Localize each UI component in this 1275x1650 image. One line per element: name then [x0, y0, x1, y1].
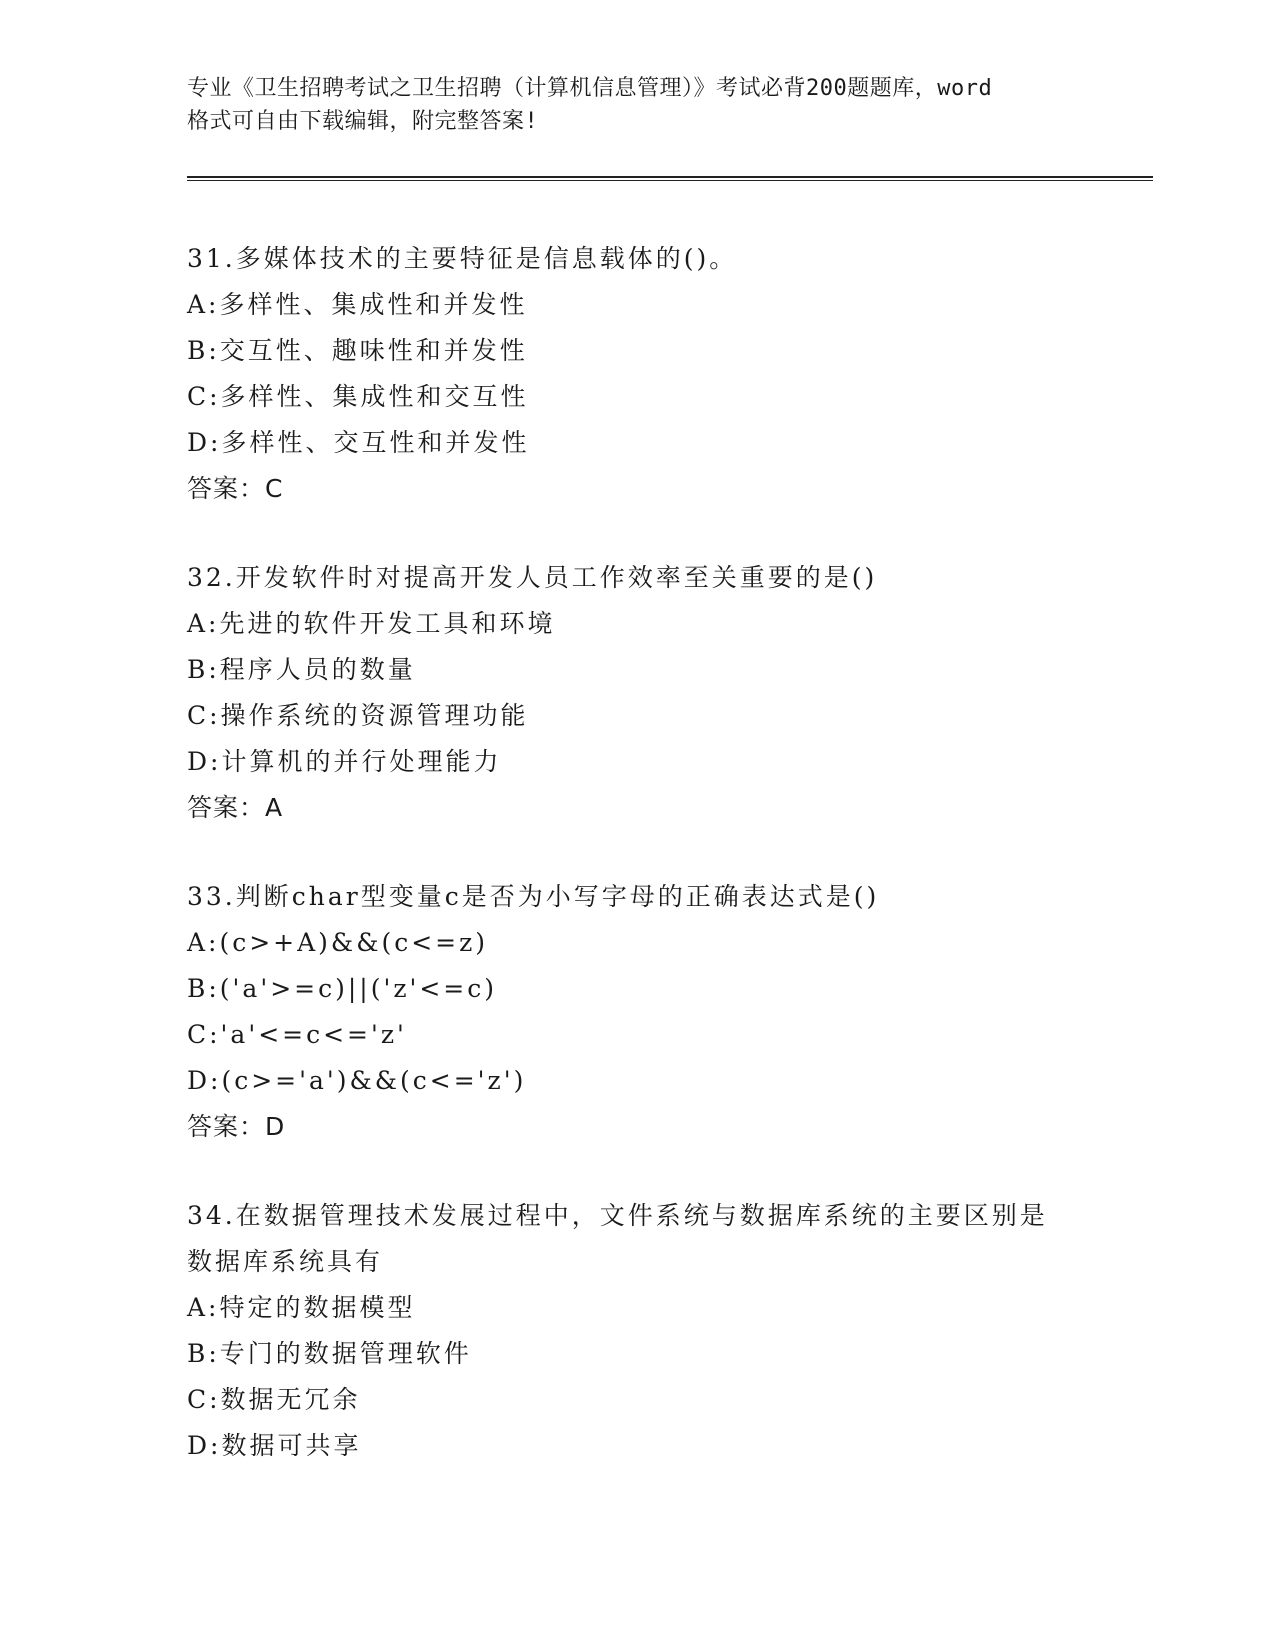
option-c: C:数据无冗余 [187, 1385, 361, 1414]
answer-text: 答案：C [187, 474, 284, 503]
document-header [187, 72, 1087, 138]
question-stem: 34.在数据管理技术发展过程中，文件系统与数据库系统的主要区别是数据库系统具有 [187, 1201, 1048, 1276]
option-c: C:多样性、集成性和交互性 [187, 382, 529, 411]
question-stem: 33.判断char型变量c是否为小写字母的正确表达式是() [187, 882, 880, 911]
option-b: B:程序人员的数量 [187, 655, 416, 684]
option-b: B:交互性、趣味性和并发性 [187, 336, 528, 365]
header-line-1: 专业《卫生招聘考试之卫生招聘（计算机信息管理）》考试必背200题题库，word [187, 76, 993, 101]
question-32 [187, 555, 1147, 831]
option-d: D:多样性、交互性和并发性 [187, 428, 530, 457]
option-d: D:(c>='a')&&(c<='z') [187, 1066, 527, 1095]
header-divider [187, 176, 1153, 181]
option-c: C:'a'<=c<='z' [187, 1020, 407, 1049]
option-a: A:先进的软件开发工具和环境 [187, 609, 556, 638]
option-a: A:多样性、集成性和并发性 [187, 290, 528, 319]
question-stem: 31.多媒体技术的主要特征是信息载体的()。 [187, 244, 738, 273]
question-list [187, 236, 1147, 1512]
option-b: B:('a'>=c)||('z'<=c) [187, 974, 498, 1003]
option-d: D:数据可共享 [187, 1431, 362, 1460]
option-d: D:计算机的并行处理能力 [187, 747, 502, 776]
option-c: C:操作系统的资源管理功能 [187, 701, 529, 730]
header-line-2: 格式可自由下载编辑，附完整答案! [187, 109, 539, 134]
question-stem: 32.开发软件时对提高开发人员工作效率至关重要的是() [187, 563, 878, 592]
option-a: A:特定的数据模型 [187, 1293, 416, 1322]
question-31 [187, 236, 1147, 512]
question-33 [187, 874, 1147, 1150]
option-b: B:专门的数据管理软件 [187, 1339, 472, 1368]
question-34 [187, 1193, 1147, 1469]
answer-text: 答案：D [187, 1112, 286, 1141]
answer-text: 答案：A [187, 793, 284, 822]
option-a: A:(c>+A)&&(c<=z) [187, 928, 489, 957]
